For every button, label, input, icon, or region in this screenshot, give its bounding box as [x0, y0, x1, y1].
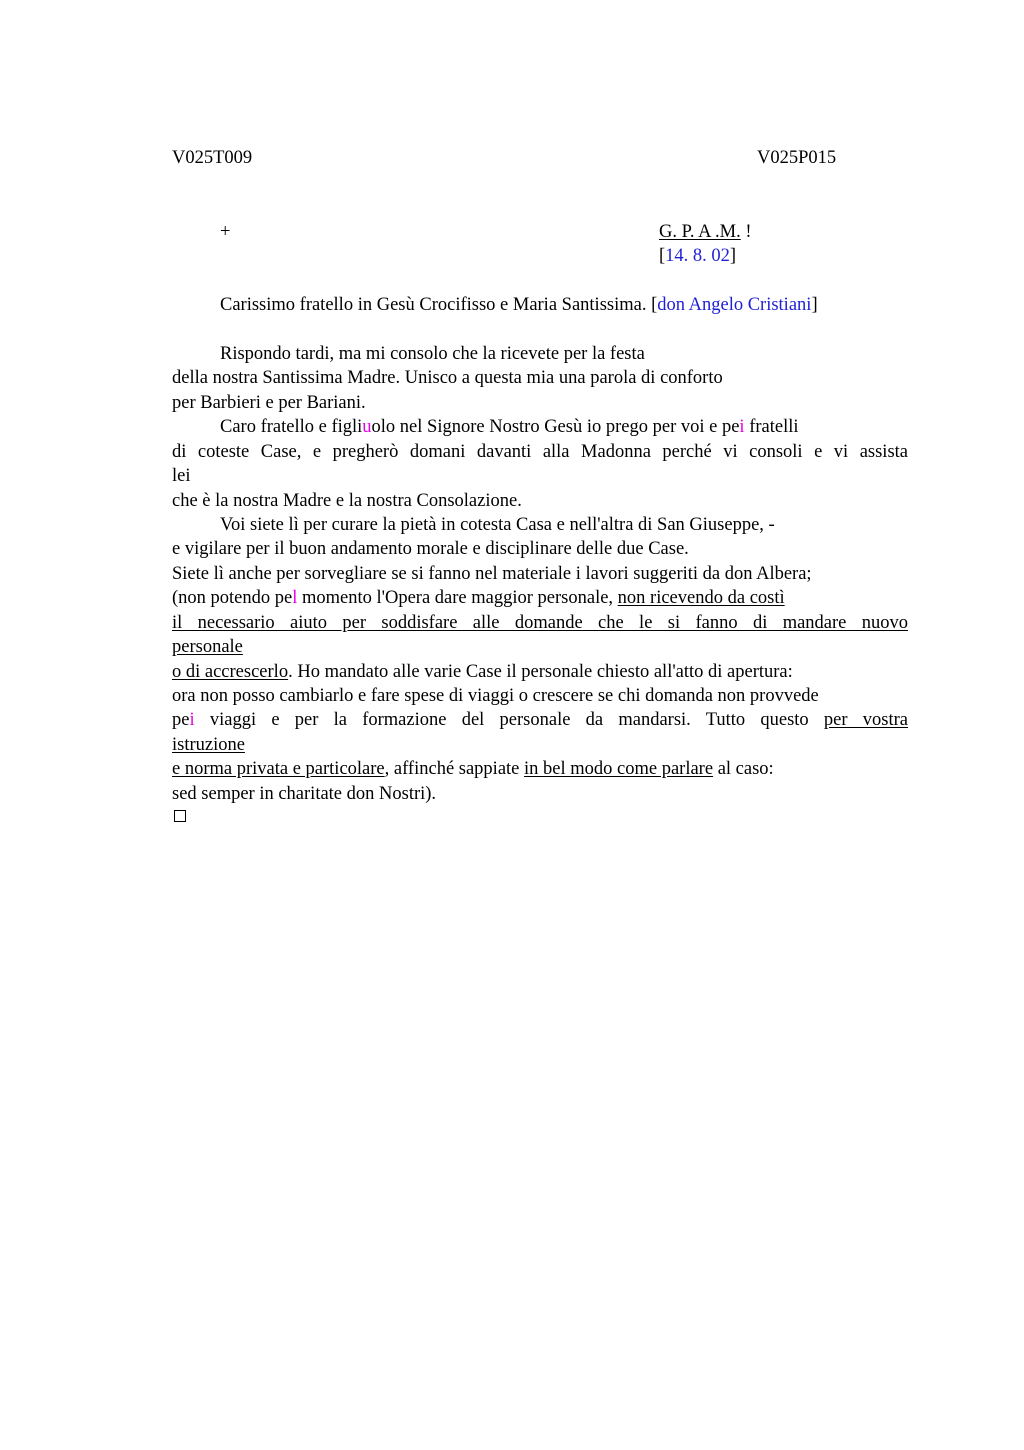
underlined-text: o di accrescerlo	[172, 662, 289, 682]
body-line-13	[172, 635, 243, 659]
correction-mark: l	[292, 588, 298, 608]
date-line: [14. 8. 02]	[659, 246, 737, 266]
body-line-2: della nostra Santissima Madre. Unisco a questa mia una parola di conforto	[172, 368, 723, 388]
document-code-left: V025T009	[172, 148, 253, 168]
underlined-text: e norma privata e particolare	[172, 759, 385, 779]
body-line-7: che è la nostra Madre e la nostra Consolazione.	[172, 491, 522, 511]
letter-date: 14. 8. 02	[665, 246, 730, 266]
body-line-8: Voi siete lì per curare la pietà in cotesta Casa e nell'altra di San Giuseppe, -	[220, 515, 775, 535]
correction-mark: i	[189, 710, 195, 730]
motto	[659, 220, 752, 244]
cross-mark: +	[220, 222, 231, 242]
body-line-11: (non potendo pel momento l'Opera dare maggior personale, non ricevendo da costì	[172, 588, 785, 608]
underlined-text: in bel modo come parlare	[524, 759, 714, 779]
body-line-15: ora non posso cambiarlo e fare spese di viaggi o crescere se chi domanda non provvede	[172, 686, 819, 706]
body-line-1: Rispondo tardi, ma mi consolo che la ricevete per la festa	[220, 344, 645, 364]
body-line-5: di coteste Case, e pregherò domani davanti alla Madonna perché vi consoli e vi assista	[172, 442, 908, 462]
body-line-10: Siete lì anche per sorvegliare se si fanno nel materiale i lavori suggeriti da don Albera;	[172, 564, 812, 584]
body-line-17	[172, 733, 245, 757]
recipient-name: don Angelo Cristiani	[657, 295, 812, 315]
body-line-19: sed semper in charitate don Nostri).	[172, 784, 437, 804]
underlined-text: istruzione	[172, 735, 245, 755]
underlined-text: per vostra	[823, 710, 908, 730]
body-line-3: per Barbieri e per Bariani.	[172, 393, 366, 413]
body-line-14: o di accrescerlo. Ho mandato alle varie Case il personale chiesto all'atto di apertura:	[172, 662, 793, 682]
body-line-6: lei	[172, 466, 191, 486]
correction-mark: i	[739, 417, 745, 437]
underlined-text: personale	[172, 637, 243, 657]
body-line-9: e vigilare per il buon andamento morale e disciplinare delle due Case.	[172, 539, 689, 559]
correction-mark: u	[362, 417, 372, 437]
underlined-text: non ricevendo da costì	[617, 588, 785, 608]
motto-text: G. P. A .M.	[659, 222, 741, 242]
underlined-text: il necessario aiuto per soddisfare alle domande che le si fanno di mandare nuovo	[172, 613, 908, 633]
salutation-text: Carissimo fratello in Gesù Crocifisso e Maria Santissima.	[220, 295, 652, 315]
body-line-12	[172, 611, 908, 635]
body-line-4: Caro fratello e figliuolo nel Signore Nostro Gesù io prego per voi e pei fratelli	[220, 417, 799, 437]
document-code-right: V025P015	[757, 148, 837, 168]
motto-exclamation: !	[740, 222, 752, 242]
body-line-16: pei viaggi e per la formazione del personale da mandarsi. Tutto questo per vostra	[172, 710, 908, 730]
salutation: Carissimo fratello in Gesù Crocifisso e Maria Santissima. [don Angelo Cristiani]	[220, 295, 818, 315]
body-line-18: e norma privata e particolare, affinché sappiate in bel modo come parlare al caso:	[172, 759, 774, 779]
end-mark-box-icon	[174, 810, 186, 822]
